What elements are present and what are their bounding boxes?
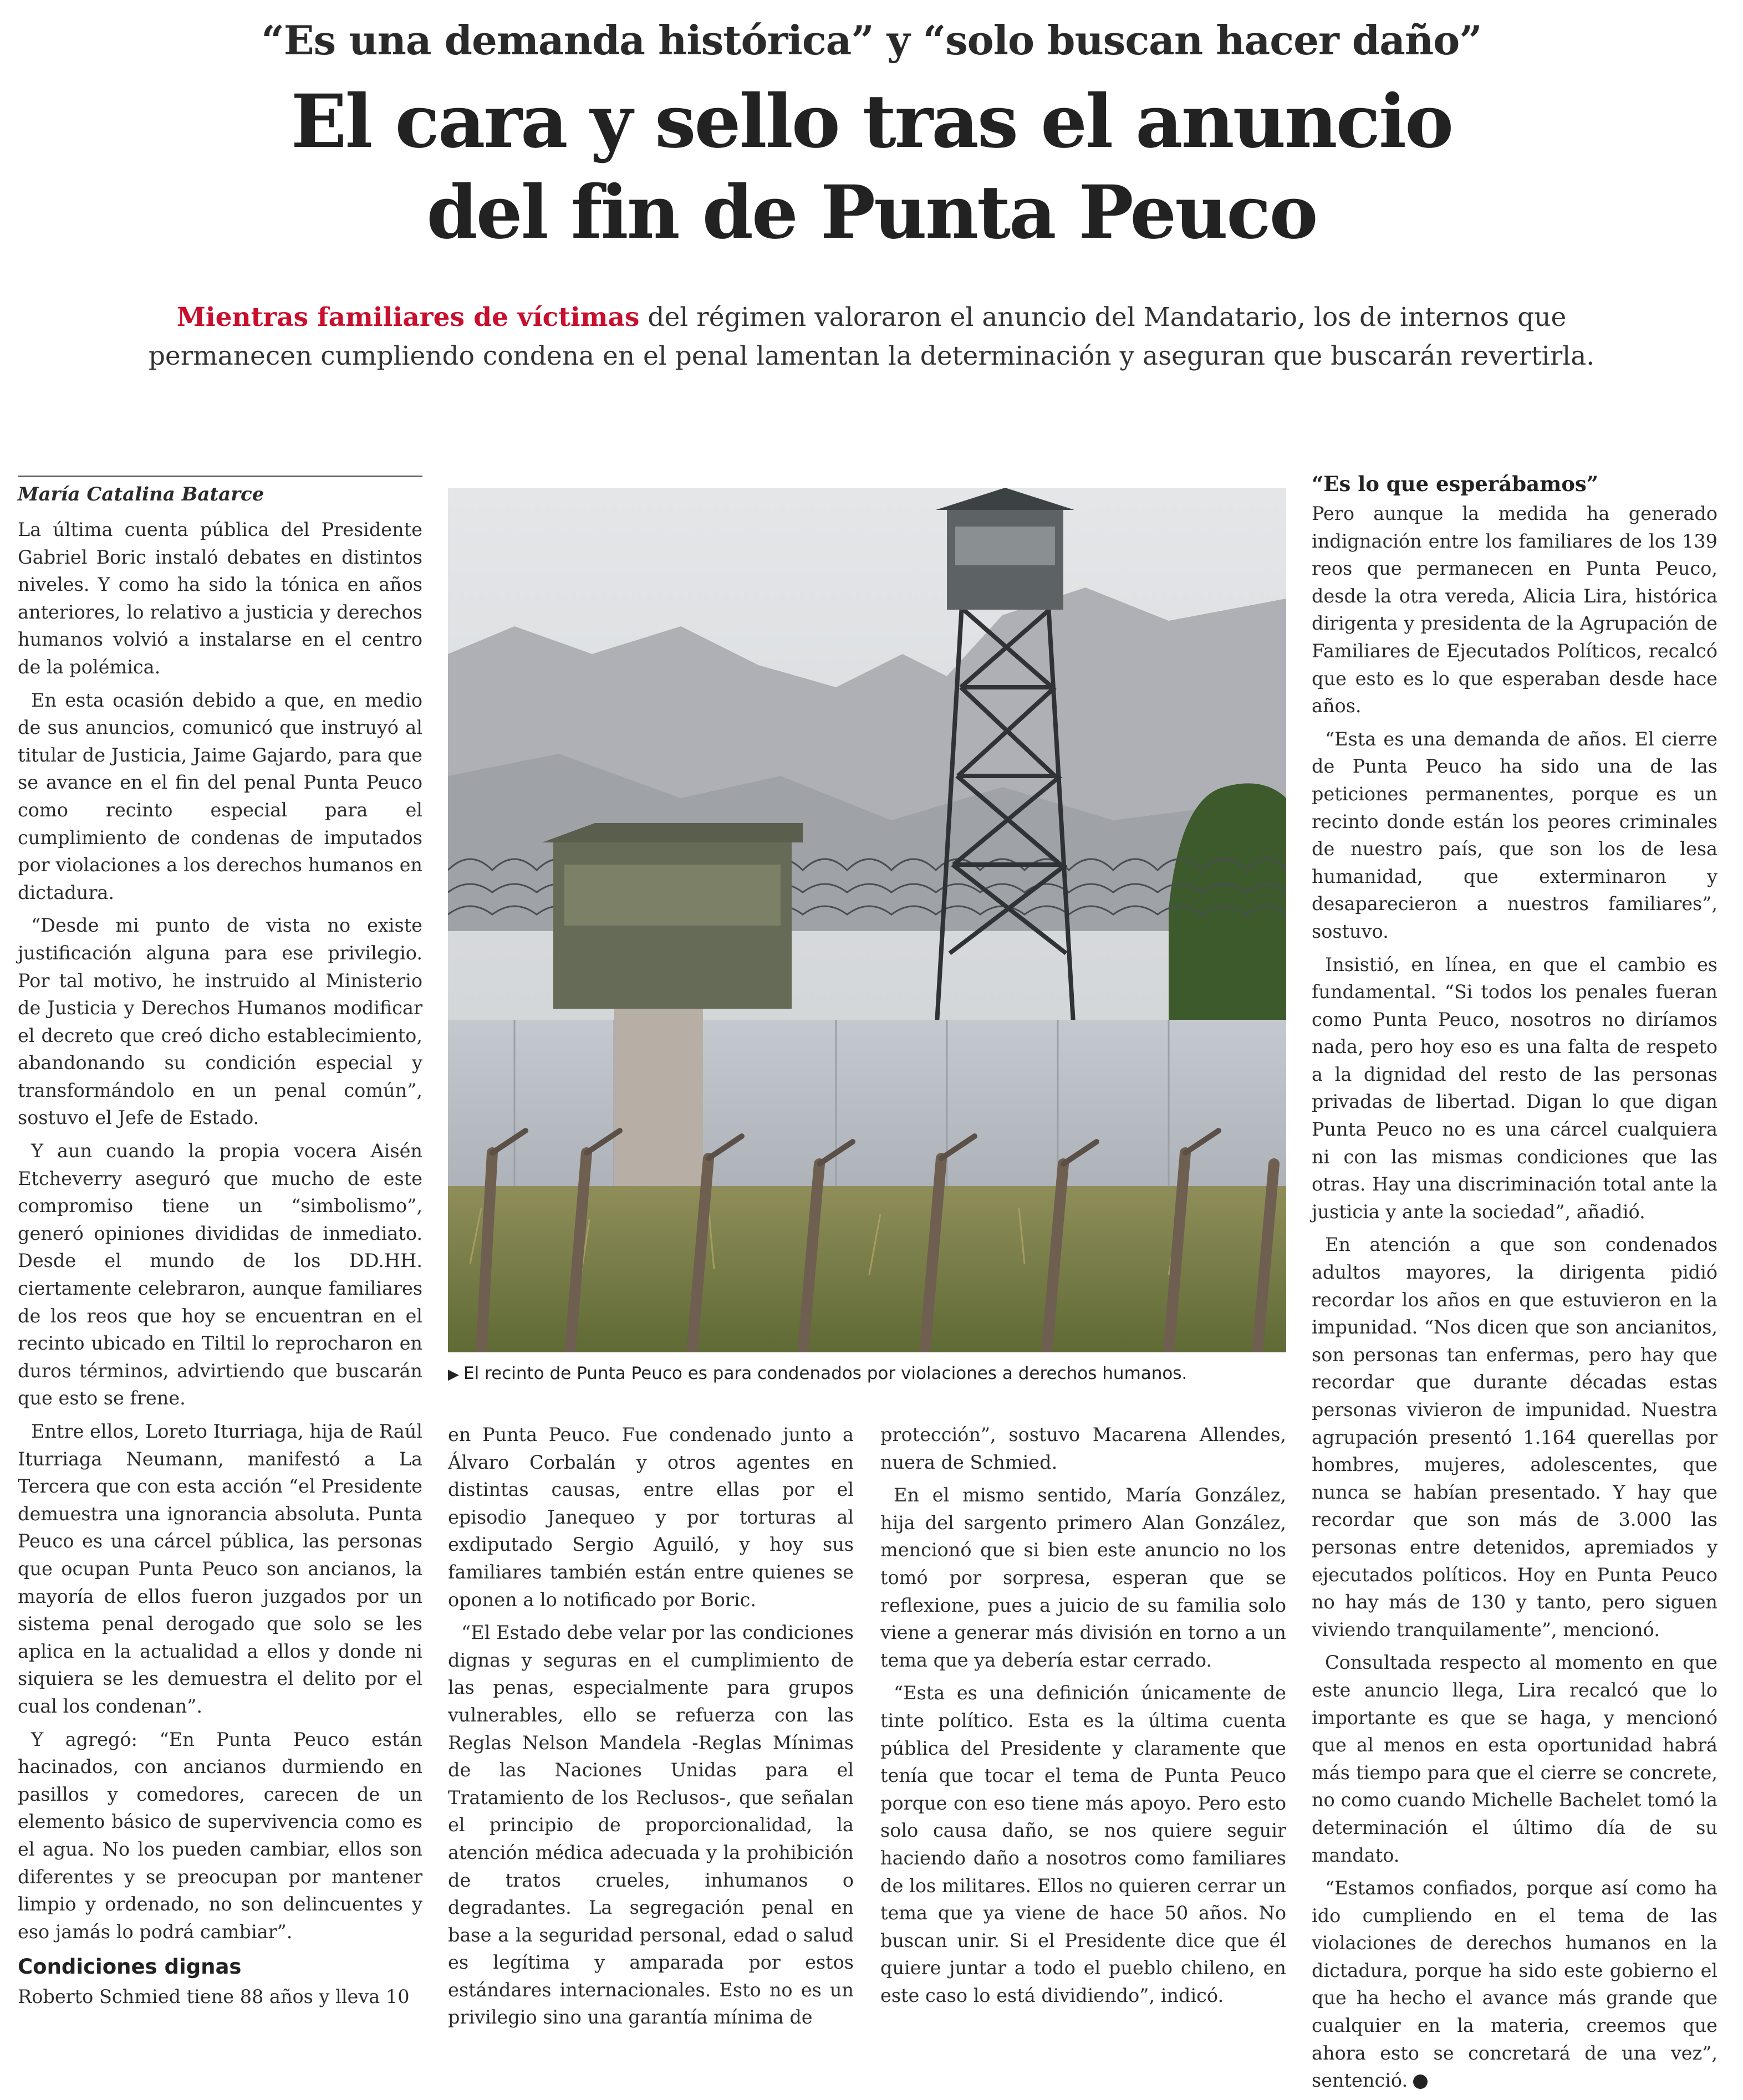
paragraph: “Esta es una definición únicamente de tinte político. Esta es la última cuenta pública del Presidente y claramente que tenía que tocar el tema de Punta Peuco porque con eso tiene más apoyo. Pero esto solo causa daño, se nos quiere seguir haciendo daño a nosotros como familiares de los militares. Ellos no quieren cerrar un tema que ya viene de hace 50 años. No buscan unir. Si el Presidente dice que él quiere juntar a todo el pueblo chileno, en este caso lo está dividiendo”, indicó. [880,1682,1286,2006]
paragraph: En esta ocasión debido a que, en medio de sus anuncios, comunicó que instruyó al titular de Justicia, Jaime Gajardo, para que se avance en el fin del penal Punta Peuco como recinto especial para el cumplimiento de condenas de imputados por violaciones a los derechos humanos en dictadura. [18,689,422,903]
paragraph: Consultada respecto al momento en que este anuncio llega, Lira recalcó que lo importante es que se haga, y mencionó que al menos en esta oportunidad habrá más tiempo para que el cierre se concrete, no como cuando Michelle Bachelet tomó la determinación el último día de su mandato. [1312,1652,1717,1866]
deck [105,298,1638,376]
deck-lead: Mientras familiares de víctimas [176,302,640,333]
paragraph: Insistió, en línea, en que el cambio es fundamental. “Si todos los penales fueran como Punta Peuco, nosotros no diríamos nada, pero hoy eso es una falta de respeto a la dignidad del resto de las personas privadas de libertad. Digan lo que digan Punta Peuco no es una cárcel cualquiera ni con las mismas condiciones que las otras. Hay una discriminación total ante la justicia y ante la sociedad”, añadió. [1312,953,1717,1223]
subhead-condiciones-dignas: Condiciones dignas [18,1955,242,1979]
byline: María Catalina Batarce [18,483,264,505]
paragraph: en Punta Peuco. Fue condenado junto a Álvaro Corbalán y otros agentes en distintas causas, entre ellas por el episodio Janequeo y por torturas al exdiputado Sergio Aguiló, y hoy sus familiares también están entre quienes se oponen a lo notificado por Boric. [448,1424,854,1611]
paragraph: “Desde mi punto de vista no existe justificación alguna para ese privilegio. Por tal motivo, he instruido al Ministerio de Justicia y Derechos Humanos modificar el decreto que creó dicho establecimiento, abandonando su condición especial y transformándolo en un penal común”, sostuvo el Jefe de Estado. [18,914,422,1129]
paragraph: La última cuenta pública del Presidente Gabriel Boric instaló debates en distintos niveles. Y como ha sido la tónica en años anteriores, lo relativo a justicia y derechos humanos volvió a instalarse en el centro de la polémica. [18,519,422,678]
end-of-article-icon [1413,2075,1428,2089]
paragraph: En el mismo sentido, María González, hija del sargento primero Alan González, mencionó que si bien este anuncio no los tomó por sorpresa, esperan que se reflexione, pues a juicio de su familia solo viene a generar más división en torno a un tema que ya debería estar cerrado. [880,1484,1286,1671]
photo-caption [448,1361,1286,1387]
prison-watchtower-photo [448,488,1286,1352]
column-4 [1312,470,1717,2100]
paragraph: Entre ellos, Loreto Iturriaga, hija de Raúl Iturriaga Neumann, manifestó a La Tercera que con esta acción “el Presidente demuestra una ignorancia absoluta. Punta Peuco es una cárcel pública, las personas que ocupan Punta Peuco son ancianos, la mayoría de ellos fueron juzgados por un sistema penal derogado que solo se les aplica en la actualidad a ellos y donde ni siquiera se les demuestra el delito por el cual los condenan”. [18,1421,422,1717]
deck-text: del régimen valoraron el anuncio del Mandatario, los de internos que permanecen cumpliendo condena en el penal lamentan la determinación y aseguran que buscarán revertirla. [148,302,1595,371]
photo [448,488,1286,1352]
headline-line-2: del fin de Punta Peuco [426,170,1317,256]
column-2 [448,1421,854,2037]
paragraph: “Esta es una demanda de años. El cierre de Punta Peuco ha sido una de las peticiones permanentes, porque es un recinto donde están los peores criminales de nuestro país, que son los de lesa humanidad, que exterminaron y desaparecieron a nuestros familiares”, sostuvo. [1312,728,1717,942]
paragraph: Pero aunque la medida ha generado indignación entre los familiares de los 139 reos que permanecen en Punta Peuco, desde la otra vereda, Alicia Lira, histórica dirigenta y presidenta de la Agrupación de Familiares de Ejecutados Políticos, recalcó que esto es lo que esperaban desde hace años. [1312,503,1717,717]
paragraph-closing [1312,1874,1717,2094]
headline-line-1: El cara y sello tras el anuncio [290,79,1452,165]
paragraph: Roberto Schmied tiene 88 años y lleva 10 [18,1986,410,2008]
subhead-es-lo-que-esperabamos: “Es lo que esperábamos” [1312,472,1599,496]
caption-text: El recinto de Punta Peuco es para condenados por violaciones a derechos humanos. [463,1363,1188,1383]
paragraph: En atención a que son condenados adultos mayores, la dirigenta pidió recordar los años en que estuvieron en la impunidad. “Nos dicen que son ancianitos, son personas tan enfermas, pero hay que recordar que durante décadas estas personas vivieron de impunidad. Nuestra agrupación presentó 1.164 querellas por hombres, mujeres, adolescentes, que nunca se habían presentado. Y hay que recordar que son más de 3.000 las personas entre detenidos, apremiados y ejecutados políticos. Hoy en Punta Peuco no hay más de 130 y tanto, pero siguen viviendo tranquilamente”, mencionó. [1312,1234,1717,1641]
kicker: “Es una demanda histórica” y “solo buscan hacer daño” [261,17,1482,64]
paragraph: “El Estado debe velar por las condiciones dignas y seguras en el cumplimiento de las penas, especialmente para grupos vulnerables, ello se refuerza con las Reglas Nelson Mandela -Reglas Mínimas de las Naciones Unidas para el Tratamiento de los Reclusos-, que señalan el principio de proporcionalidad, la atención médica adecuada y la prohibición de tratos crueles, inhumanos o degradantes. La segregación penal en base a la seguridad personal, edad o salud es legítima y amparada por estos estándares internacionales. Esto no es un privilegio sino una garantía mínima de [448,1622,854,2029]
headline [0,76,1743,258]
byline-rule [18,476,422,477]
caption-triangle-icon: ▶ [448,1366,459,1383]
paragraph: Y aun cuando la propia vocera Aisén Etcheverry aseguró que mucho de este compromiso tiene un “simbolismo”, generó opiniones divididas de inmediato. Desde el mundo de los DD.HH. ciertamente celebraron, aunque familiares de los reos que hoy se encuentran en el recinto ubicado en Tiltil lo reprocharon en duros términos, advirtiendo que buscarán que esto se frene. [18,1140,422,1409]
paragraph: protección”, sostuvo Macarena Allendes, nuera de Schmied. [880,1424,1286,1473]
column-1 [18,476,422,2016]
column-3 [880,1421,1286,2015]
paragraph: Y agregó: “En Punta Peuco están hacinados, con ancianos durmiendo en pasillos y comedores, carecen de un elemento básico de supervivencia como es el agua. No los pueden cambiar, ellos son diferentes y se preocupan por mantener limpio y ordenado, no son delincuentes y eso jamás lo podrá cambiar”. [18,1728,422,1943]
closing-text: “Estamos confiados, porque así como ha ido cumpliendo en el tema de las violaciones de derechos humanos en la dictadura, porque ha sido este gobierno el que ha hecho el avance más grande que cualquier en la materia, creemos que ahora esto se concretará de una vez”, sentenció. [1312,1877,1717,2092]
